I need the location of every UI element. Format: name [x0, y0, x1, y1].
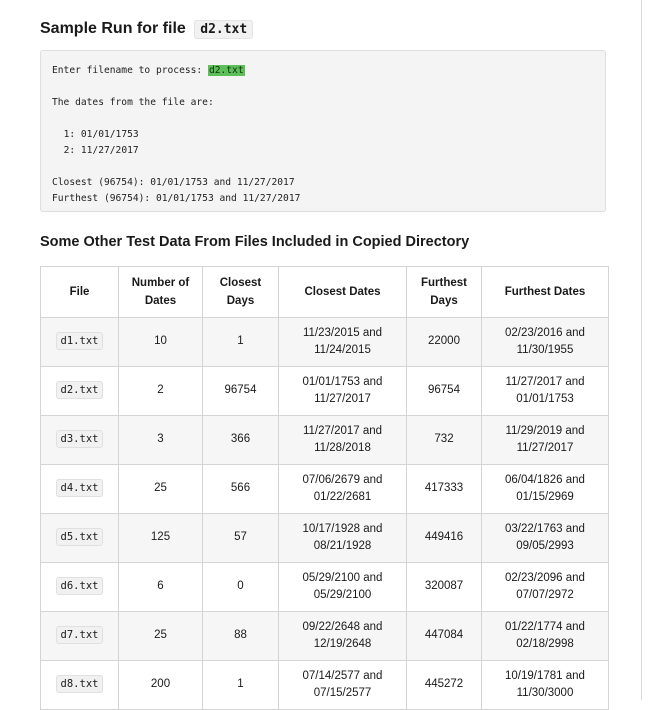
file-name: d2.txt	[56, 381, 104, 399]
sample-run-output	[40, 50, 606, 212]
col-header-closest-days: Closest Days	[203, 267, 279, 318]
file-name: d7.txt	[56, 626, 104, 644]
prompt-label: Enter filename to process:	[52, 65, 208, 76]
table-row	[41, 661, 609, 710]
cell-closest-days: 1	[203, 318, 279, 367]
cell-closest-dates: 10/17/1928 and 08/21/1928	[279, 514, 407, 563]
table-row	[41, 612, 609, 661]
cell-furthest-days: 320087	[407, 563, 482, 612]
cell-furthest-dates: 02/23/2016 and 11/30/1955	[482, 318, 609, 367]
cell-furthest-dates: 03/22/1763 and 09/05/2993	[482, 514, 609, 563]
file-name: d1.txt	[56, 332, 104, 350]
file-name: d5.txt	[56, 528, 104, 546]
table-row	[41, 367, 609, 416]
file-name: d6.txt	[56, 577, 104, 595]
cell-closest-days: 57	[203, 514, 279, 563]
closest-line: Closest (96754): 01/01/1753 and 11/27/2017	[52, 177, 295, 188]
cell-furthest-dates: 11/29/2019 and 11/27/2017	[482, 416, 609, 465]
sample-run-filename: d2.txt	[194, 20, 253, 39]
cell-furthest-days: 445272	[407, 661, 482, 710]
cell-closest-days: 0	[203, 563, 279, 612]
cell-closest-dates: 05/29/2100 and 05/29/2100	[279, 563, 407, 612]
cell-closest-dates: 09/22/2648 and 12/19/2648	[279, 612, 407, 661]
file-name: d4.txt	[56, 479, 104, 497]
cell-file	[41, 367, 119, 416]
cell-closest-days: 1	[203, 661, 279, 710]
table-row	[41, 318, 609, 367]
sample-run-heading	[40, 20, 253, 38]
cell-closest-dates: 07/06/2679 and 01/22/2681	[279, 465, 407, 514]
cell-furthest-dates: 01/22/1774 and 02/18/2998	[482, 612, 609, 661]
cell-number-of-dates: 125	[119, 514, 203, 563]
table-row	[41, 563, 609, 612]
cell-furthest-days: 732	[407, 416, 482, 465]
sample-run-heading-text: Sample Run for file	[40, 20, 186, 37]
cell-closest-days: 96754	[203, 367, 279, 416]
cell-furthest-dates: 02/23/2096 and 07/07/2972	[482, 563, 609, 612]
cell-file	[41, 465, 119, 514]
col-header-furthest-dates: Furthest Dates	[482, 267, 609, 318]
col-header-number-of-dates: Number of Dates	[119, 267, 203, 318]
col-header-file: File	[41, 267, 119, 318]
cell-furthest-days: 22000	[407, 318, 482, 367]
cell-closest-dates: 07/14/2577 and 07/15/2577	[279, 661, 407, 710]
cell-number-of-dates: 25	[119, 612, 203, 661]
prompt-input-value: d2.txt	[208, 65, 244, 76]
cell-number-of-dates: 25	[119, 465, 203, 514]
file-name: d3.txt	[56, 430, 104, 448]
date-line: 1: 01/01/1753	[63, 129, 139, 140]
cell-closest-days: 366	[203, 416, 279, 465]
col-header-closest-dates: Closest Dates	[279, 267, 407, 318]
cell-furthest-dates: 10/19/1781 and 11/30/3000	[482, 661, 609, 710]
other-data-heading: Some Other Test Data From Files Included in Copied Directory	[40, 234, 470, 250]
cell-file	[41, 514, 119, 563]
table-row	[41, 465, 609, 514]
cell-closest-days: 88	[203, 612, 279, 661]
test-data-table	[40, 266, 609, 710]
cell-number-of-dates: 200	[119, 661, 203, 710]
cell-furthest-dates: 06/04/1826 and 01/15/2969	[482, 465, 609, 514]
cell-file	[41, 563, 119, 612]
cell-closest-dates: 11/23/2015 and 11/24/2015	[279, 318, 407, 367]
cell-file	[41, 318, 119, 367]
page-right-border	[641, 0, 642, 700]
cell-number-of-dates: 6	[119, 563, 203, 612]
cell-number-of-dates: 2	[119, 367, 203, 416]
cell-number-of-dates: 10	[119, 318, 203, 367]
table-header-row	[41, 267, 609, 318]
dates-intro: The dates from the file are:	[52, 97, 214, 108]
col-header-furthest-days: Furthest Days	[407, 267, 482, 318]
cell-file	[41, 612, 119, 661]
furthest-line: Furthest (96754): 01/01/1753 and 11/27/2017	[52, 193, 301, 204]
cell-furthest-days: 447084	[407, 612, 482, 661]
table-row	[41, 416, 609, 465]
cell-closest-dates: 11/27/2017 and 11/28/2018	[279, 416, 407, 465]
cell-furthest-dates: 11/27/2017 and 01/01/1753	[482, 367, 609, 416]
cell-closest-days: 566	[203, 465, 279, 514]
cell-closest-dates: 01/01/1753 and 11/27/2017	[279, 367, 407, 416]
cell-file	[41, 661, 119, 710]
cell-number-of-dates: 3	[119, 416, 203, 465]
cell-furthest-days: 96754	[407, 367, 482, 416]
date-line: 2: 11/27/2017	[63, 145, 139, 156]
table-row	[41, 514, 609, 563]
file-name: d8.txt	[56, 675, 104, 693]
cell-furthest-days: 417333	[407, 465, 482, 514]
cell-furthest-days: 449416	[407, 514, 482, 563]
cell-file	[41, 416, 119, 465]
